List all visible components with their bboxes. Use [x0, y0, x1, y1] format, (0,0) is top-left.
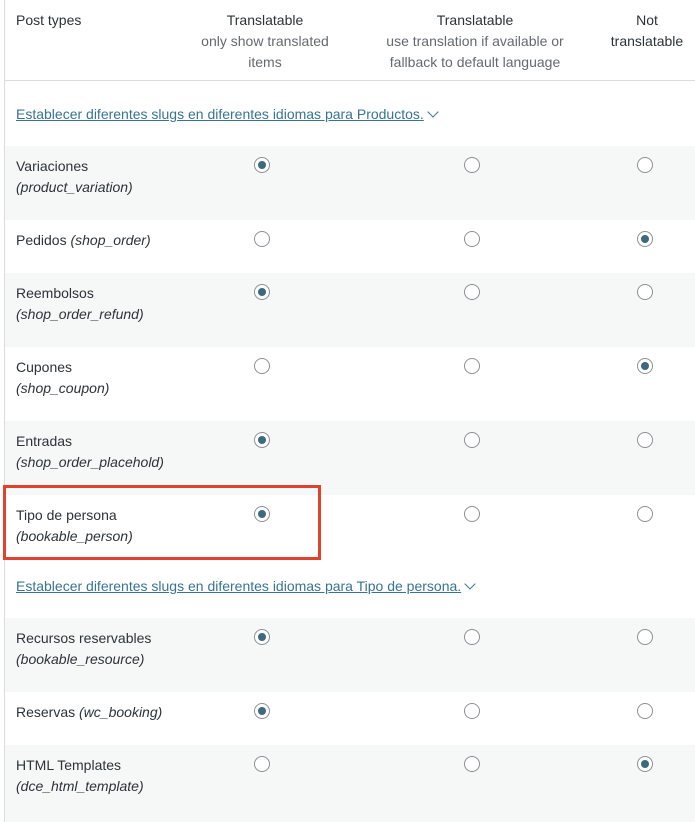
radio-translatable[interactable] — [254, 231, 270, 247]
radio-translatable-fallback[interactable] — [464, 703, 480, 719]
radio-not-translatable[interactable] — [637, 432, 653, 448]
header-not-translatable: Not translatable — [610, 12, 684, 49]
post-type-label: Reservas (wc_booking) — [16, 704, 163, 720]
radio-translatable[interactable] — [254, 157, 270, 173]
radio-translatable-fallback[interactable] — [464, 358, 480, 374]
radio-not-translatable[interactable] — [637, 506, 653, 522]
table-row — [5, 495, 695, 569]
chevron-down-icon — [427, 106, 438, 117]
table-row — [5, 618, 695, 692]
radio-translatable[interactable] — [254, 284, 270, 300]
post-type-label: Pedidos (shop_order) — [16, 232, 151, 248]
radio-not-translatable[interactable] — [637, 157, 653, 173]
radio-not-translatable[interactable] — [637, 231, 653, 247]
post-type-label: Entradas (shop_order_placehold) — [16, 433, 164, 470]
radio-translatable[interactable] — [254, 703, 270, 719]
post-type-label: Recursos reservables (bookable_resource) — [16, 630, 152, 667]
chevron-down-icon — [464, 578, 475, 589]
radio-not-translatable[interactable] — [637, 284, 653, 300]
table-row — [5, 146, 695, 220]
radio-not-translatable[interactable] — [637, 358, 653, 374]
radio-translatable[interactable] — [254, 629, 270, 645]
table-row — [5, 220, 695, 273]
slug-link-productos[interactable]: Establecer diferentes slugs en diferentes idiomas para Productos. — [16, 104, 437, 125]
radio-not-translatable[interactable] — [637, 756, 653, 772]
radio-translatable[interactable] — [254, 432, 270, 448]
header-post-types: Post types — [16, 12, 82, 28]
post-types-settings-table — [4, 0, 695, 822]
radio-translatable-fallback[interactable] — [464, 756, 480, 772]
table-row — [5, 421, 695, 495]
radio-translatable[interactable] — [254, 756, 270, 772]
radio-translatable-fallback[interactable] — [464, 284, 480, 300]
radio-translatable-fallback[interactable] — [464, 157, 480, 173]
radio-translatable[interactable] — [254, 506, 270, 522]
post-type-label: Tipo de persona (bookable_person) — [16, 507, 133, 544]
post-type-label: Variaciones (product_variation) — [16, 158, 133, 195]
radio-not-translatable[interactable] — [637, 703, 653, 719]
header-translatable-only: Translatable only show translated items — [201, 12, 329, 70]
post-type-label: Cupones (shop_coupon) — [16, 359, 110, 396]
radio-translatable[interactable] — [254, 358, 270, 374]
radio-translatable-fallback[interactable] — [464, 432, 480, 448]
post-type-label: HTML Templates (dce_html_template) — [16, 757, 144, 794]
radio-translatable-fallback[interactable] — [464, 231, 480, 247]
slug-link-tipo-de-persona[interactable]: Establecer diferentes slugs en diferentes idiomas para Tipo de persona. — [16, 576, 474, 597]
table-row — [5, 273, 695, 347]
table-row — [5, 692, 695, 745]
table-row — [5, 745, 695, 822]
radio-translatable-fallback[interactable] — [464, 629, 480, 645]
radio-not-translatable[interactable] — [637, 629, 653, 645]
table-header — [5, 0, 695, 81]
header-translatable-fallback: Translatable use translation if available or fallback to default language — [386, 12, 564, 70]
table-row — [5, 347, 695, 421]
post-type-label: Reembolsos (shop_order_refund) — [16, 285, 144, 322]
radio-translatable-fallback[interactable] — [464, 506, 480, 522]
